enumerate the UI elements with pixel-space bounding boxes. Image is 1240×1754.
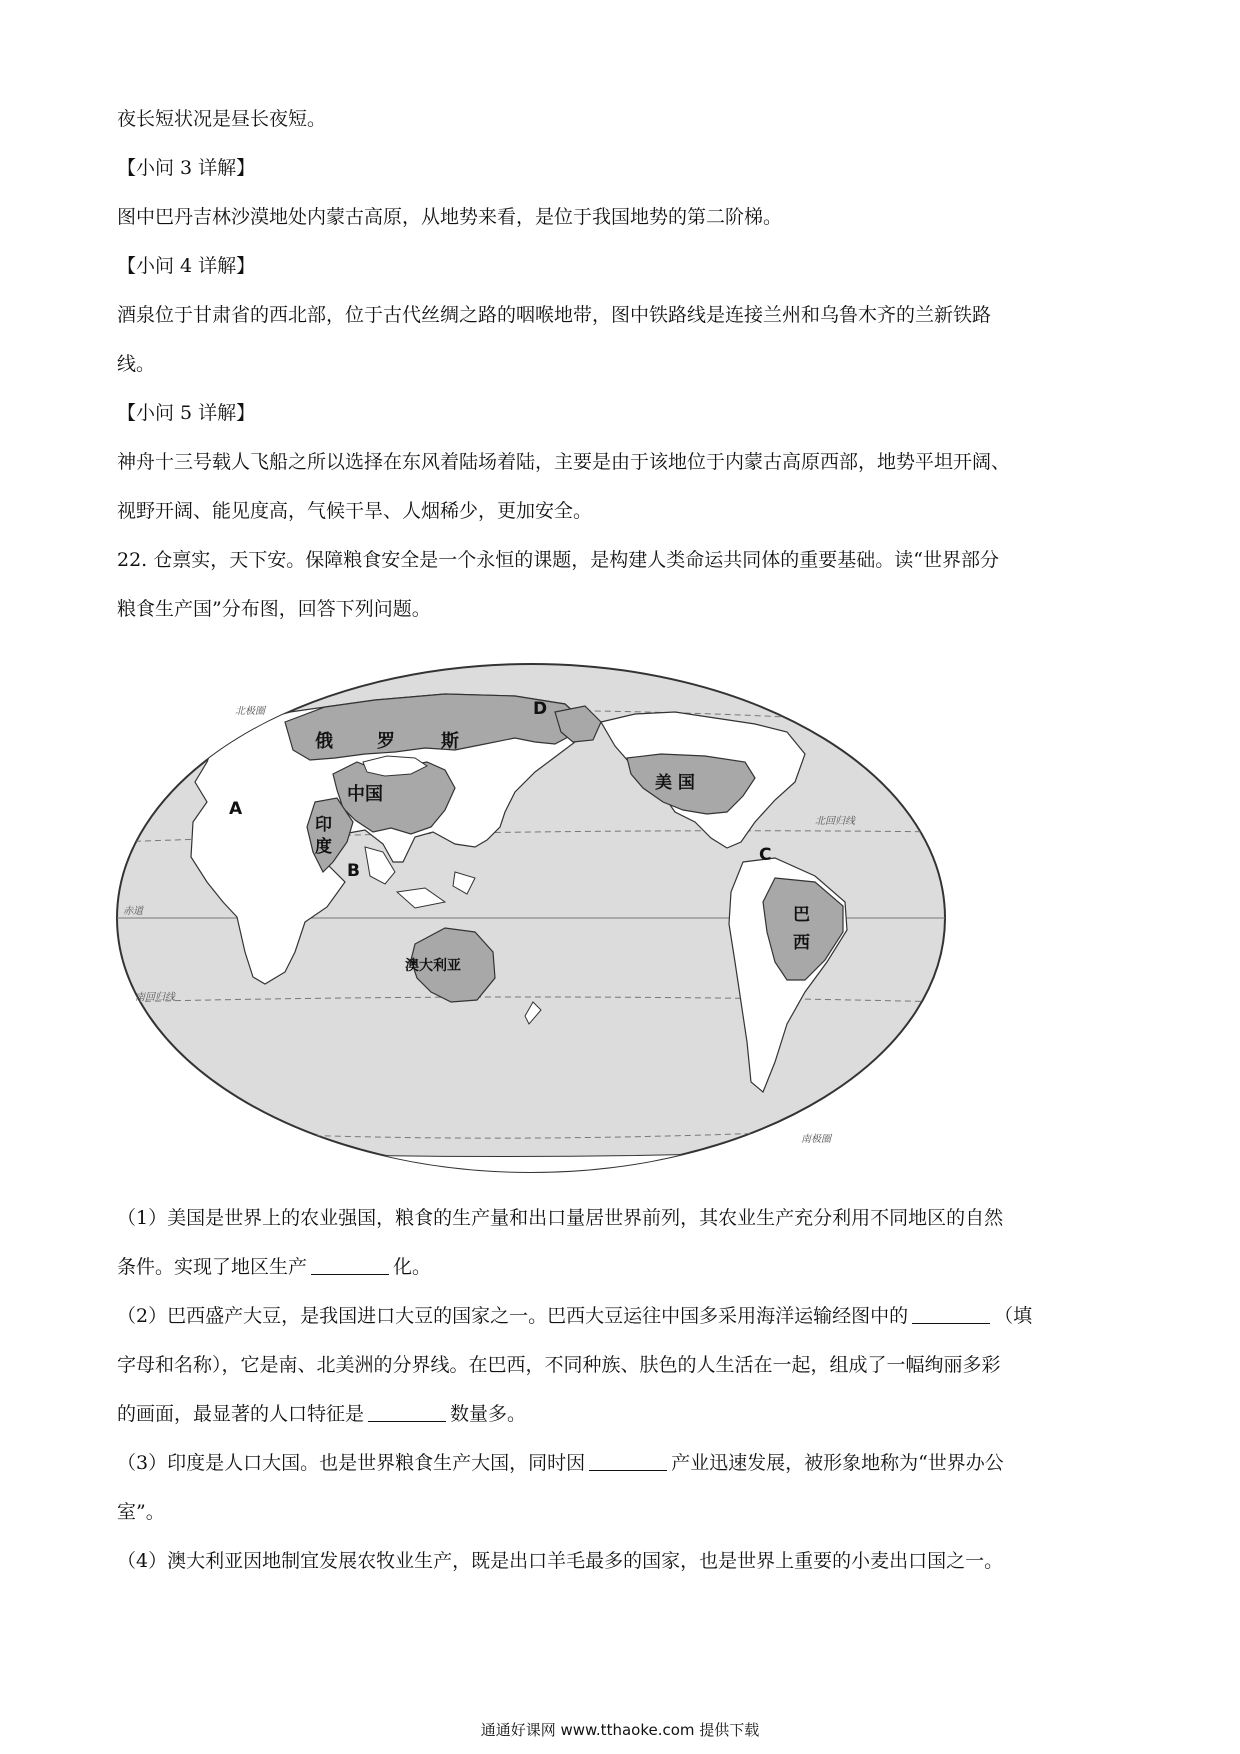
india-label-1: 印 bbox=[315, 815, 332, 835]
point-c-label: C bbox=[759, 845, 772, 865]
subq4-heading: 【小问 4 详解】 bbox=[117, 255, 256, 277]
question-22-intro: 22. 仓禀实，天下安。保障粮食安全是一个永恒的课题，是构建人类命运共同体的重要基础。读“世界部分 bbox=[117, 549, 999, 571]
tropic-cancer-label: 北回归线 bbox=[815, 816, 855, 827]
india-label-2: 度 bbox=[315, 837, 332, 857]
russia-label-3: 斯 bbox=[441, 731, 459, 752]
line-0: 夜长短状况是昼长夜短。 bbox=[117, 108, 327, 130]
q4-line-1: （4）澳大利亚因地制宜发展农牧业生产，既是出口羊毛最多的国家，也是世界上重要的小麦出口国之一。 bbox=[117, 1550, 1004, 1572]
tropic-capricorn-label: 南回归线 bbox=[135, 992, 175, 1003]
q3-line-2: 室”。 bbox=[117, 1501, 165, 1523]
point-b-label: B bbox=[347, 861, 360, 881]
china-label: 中国 bbox=[347, 784, 383, 805]
south-polar-label: 南极圈 bbox=[801, 1134, 831, 1145]
q3-blank[interactable] bbox=[589, 1452, 667, 1471]
page-footer: 通通好课网 www.tthaoke.com 提供下载 bbox=[480, 1721, 760, 1739]
brazil-label-2: 西 bbox=[793, 933, 810, 953]
q1-text-a: 条件。实现了地区生产 bbox=[117, 1256, 308, 1278]
line-4: 酒泉位于甘肃省的西北部，位于古代丝绸之路的咽喉地带，图中铁路线是连接兰州和乌鲁木齐的兰新铁路 bbox=[117, 304, 992, 326]
q2-blank-1[interactable] bbox=[912, 1305, 990, 1324]
q1-line-2 bbox=[117, 1255, 431, 1279]
subq5-heading: 【小问 5 详解】 bbox=[117, 402, 256, 424]
q3-text-b: 产业迅速发展，被形象地称为“世界办公 bbox=[671, 1452, 1004, 1474]
line-2: 图中巴丹吉林沙漠地处内蒙古高原，从地势来看，是位于我国地势的第二阶梯。 bbox=[117, 206, 783, 228]
q2-text-a: （2）巴西盛产大豆，是我国进口大豆的国家之一。巴西大豆运往中国多采用海洋运输经图中的 bbox=[117, 1305, 909, 1327]
russia-label-2: 罗 bbox=[377, 731, 395, 752]
north-polar-label: 北极圈 bbox=[235, 706, 265, 717]
q1-blank[interactable] bbox=[311, 1256, 389, 1275]
q1-text-b: 化。 bbox=[393, 1256, 432, 1278]
q2-line-3 bbox=[117, 1402, 526, 1426]
q2-line-2: 字母和名称），它是南、北美洲的分界线。在巴西，不同种族、肤色的人生活在一起，组成了一幅绚丽多彩 bbox=[117, 1354, 1001, 1376]
line-8: 视野开阔、能见度高，气候干旱、人烟稀少，更加安全。 bbox=[117, 500, 593, 522]
subq3-heading: 【小问 3 详解】 bbox=[117, 157, 256, 179]
line-7: 神舟十三号载人飞船之所以选择在东风着陆场着陆，主要是由于该地位于内蒙古高原西部，地势平坦开阔、 bbox=[117, 451, 1011, 473]
q3-text-a: （3）印度是人口大国。也是世界粮食生产大国，同时因 bbox=[117, 1452, 586, 1474]
equator-label: 赤道 bbox=[123, 906, 143, 917]
q2-text-c: 的画面，最显著的人口特征是 bbox=[117, 1403, 365, 1425]
question-22-intro-2: 粮食生产国”分布图，回答下列问题。 bbox=[117, 598, 431, 620]
line-5: 线。 bbox=[117, 353, 156, 375]
q2-text-b: （填 bbox=[994, 1305, 1033, 1327]
point-d-label: D bbox=[533, 699, 548, 719]
q2-line-1 bbox=[117, 1304, 1032, 1328]
q3-line-1 bbox=[117, 1451, 1004, 1475]
usa-label: 美 国 bbox=[655, 773, 695, 793]
world-grain-map bbox=[115, 662, 947, 1174]
q2-blank-2[interactable] bbox=[368, 1403, 446, 1422]
point-a-label: A bbox=[229, 799, 243, 819]
brazil-label-1: 巴 bbox=[793, 905, 810, 925]
russia-label-1: 俄 bbox=[315, 731, 333, 752]
australia-label: 澳大利亚 bbox=[405, 958, 461, 974]
q1-line-1: （1）美国是世界上的农业强国，粮食的生产量和出口量居世界前列，其农业生产充分利用不同地区的自然 bbox=[117, 1207, 1004, 1229]
q2-text-d: 数量多。 bbox=[450, 1403, 527, 1425]
